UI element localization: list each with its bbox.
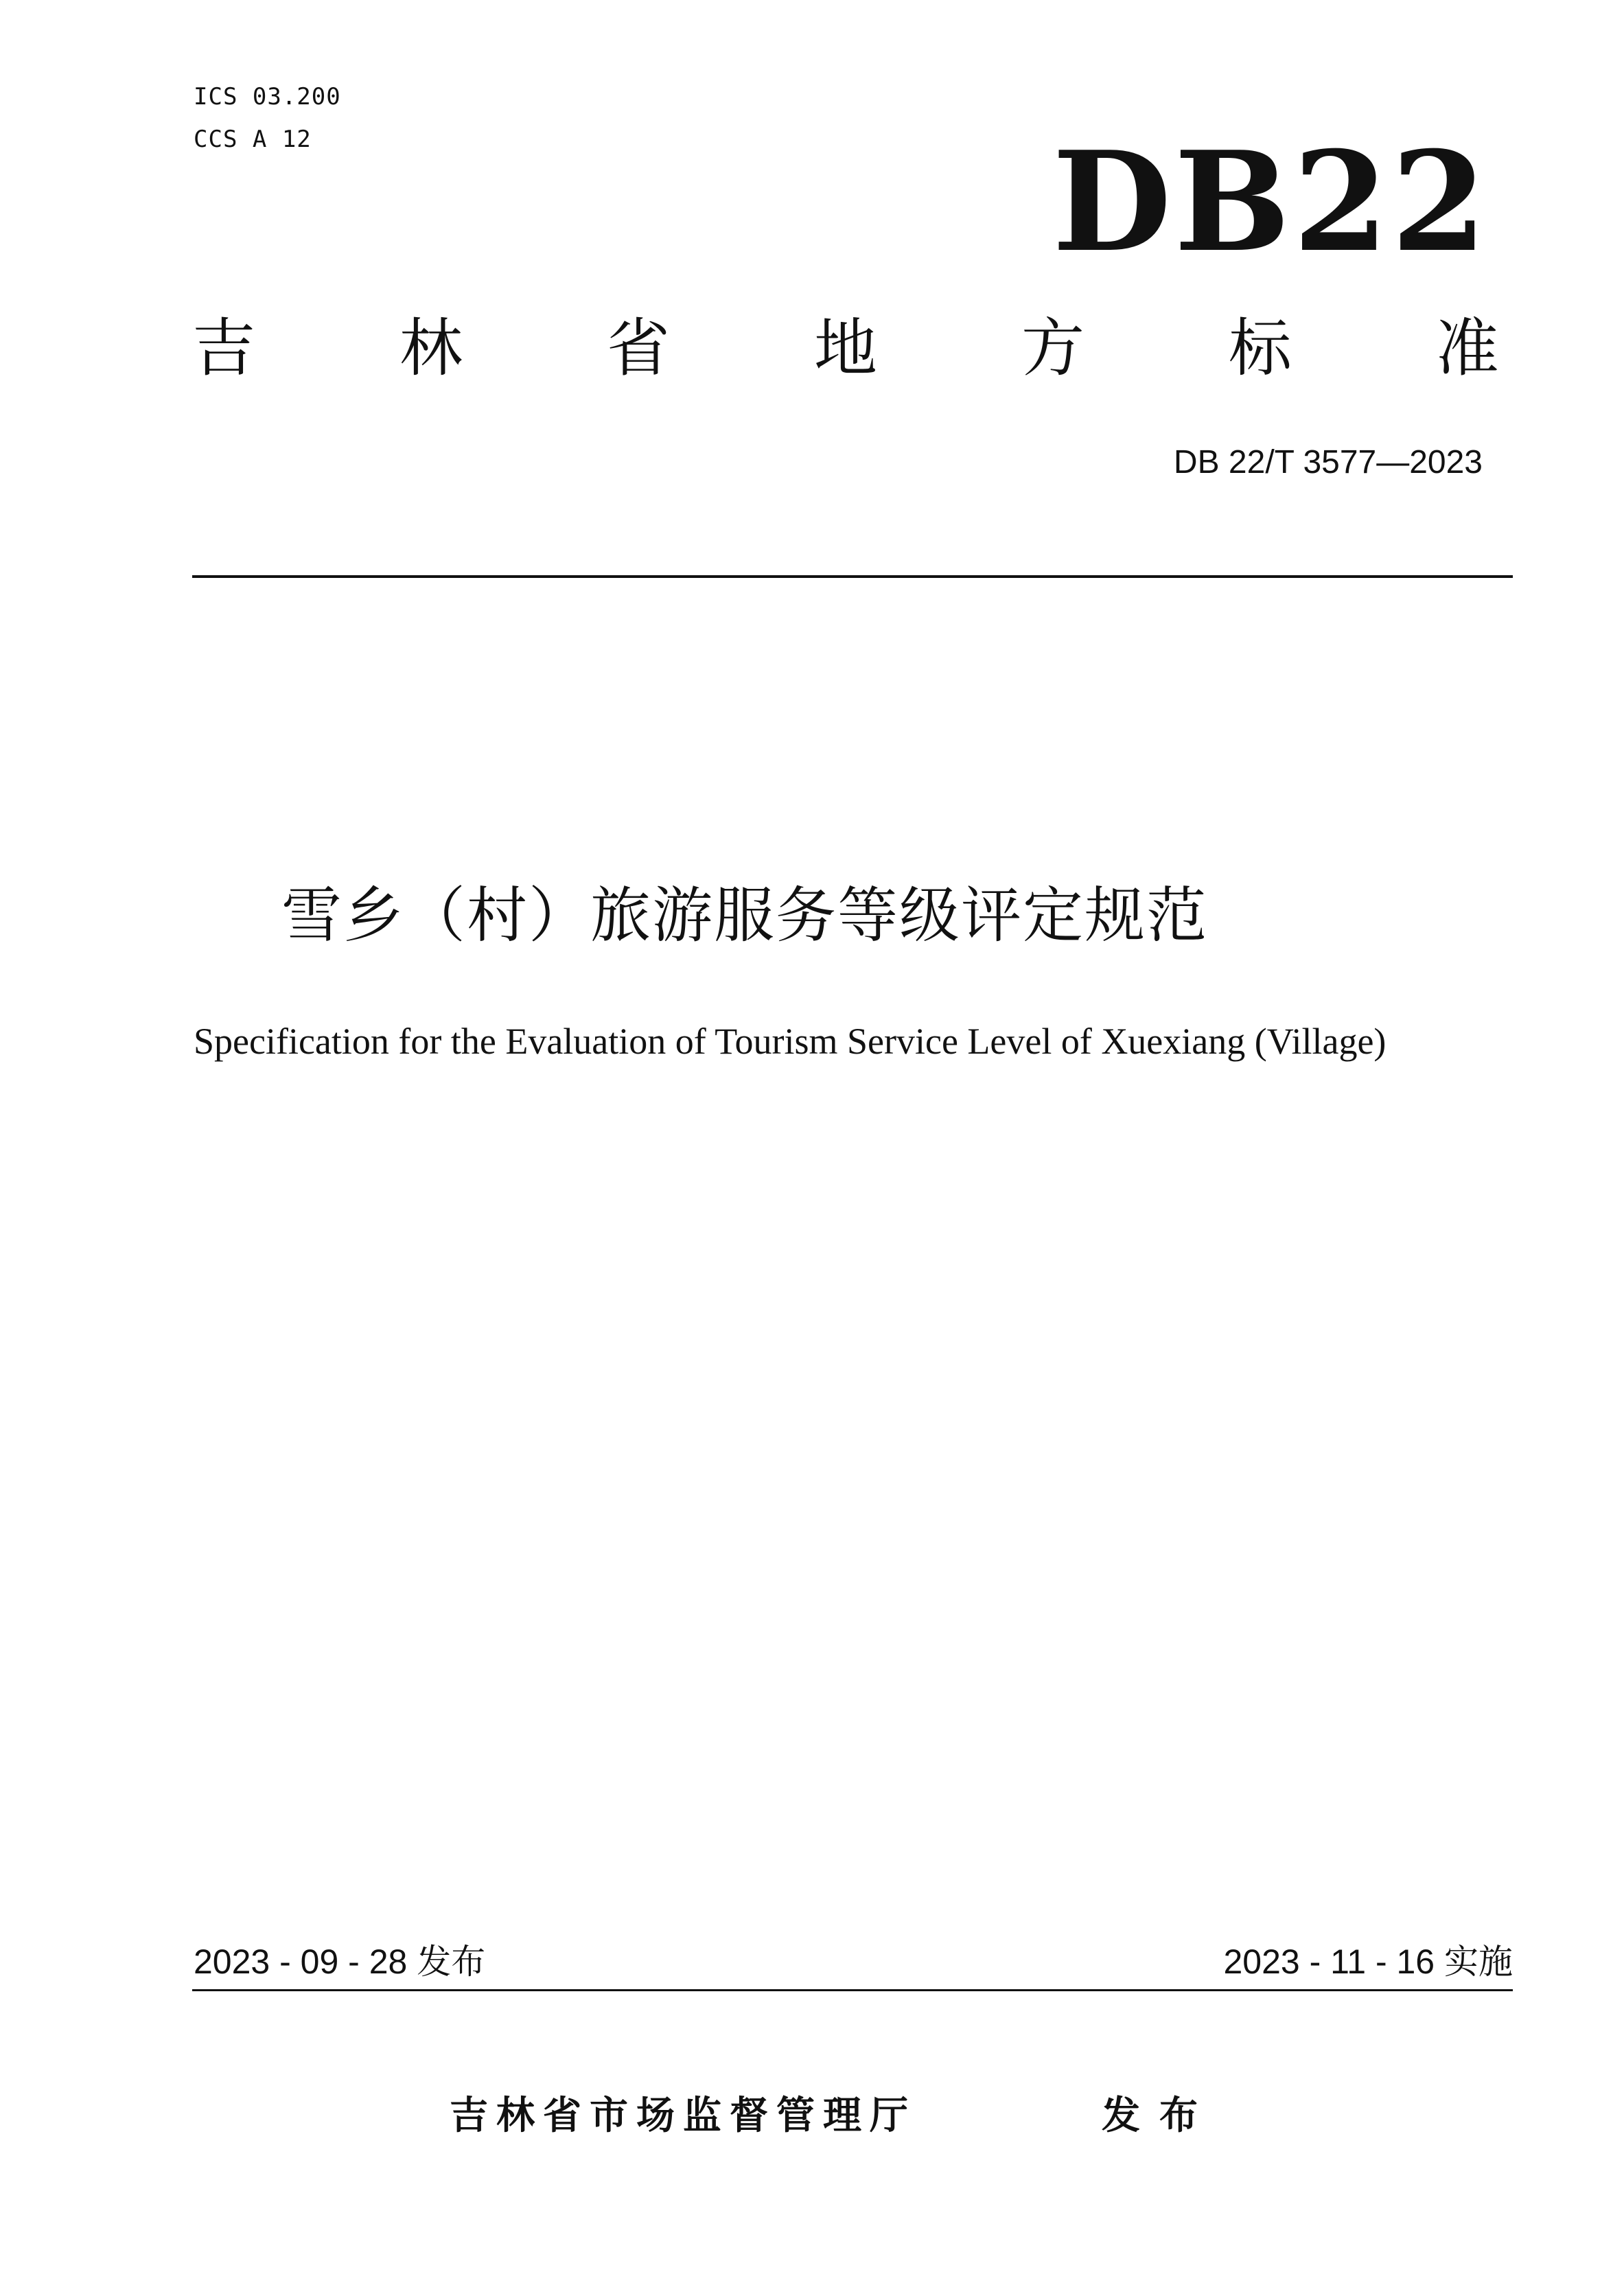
standard-type-char: 标 — [1228, 312, 1292, 385]
top-divider — [192, 575, 1513, 578]
standard-number: DB 22/T 3577—2023 — [1173, 444, 1483, 480]
standard-type-char: 方 — [1021, 312, 1084, 385]
ccs-code: CCS A 12 — [194, 126, 312, 153]
standard-type-char: 准 — [1435, 312, 1499, 385]
document-title-en: Specification for the Evaluation of Tourism Service Level of Xuexiang (Village) — [194, 1021, 1387, 1062]
standard-type-char: 林 — [399, 312, 463, 385]
standard-type — [192, 312, 1499, 385]
issuing-authority: 吉林省市场监督管理厅 — [450, 2094, 916, 2138]
standard-mark: DB22 — [1052, 121, 1489, 283]
bottom-divider — [192, 1989, 1513, 1991]
standard-type-char: 省 — [606, 312, 670, 385]
effective-date: 2023 - 11 - 16 实施 — [1223, 1943, 1513, 1981]
issue-date: 2023 - 09 - 28 发布 — [194, 1943, 486, 1981]
document-title-cn: 雪乡（村）旅游服务等级评定规范 — [281, 880, 1209, 951]
issue-label: 发布 — [1102, 2094, 1217, 2138]
standard-type-char: 吉 — [192, 312, 256, 385]
standard-type-char: 地 — [813, 312, 877, 385]
ics-code: ICS 03.200 — [194, 83, 341, 111]
